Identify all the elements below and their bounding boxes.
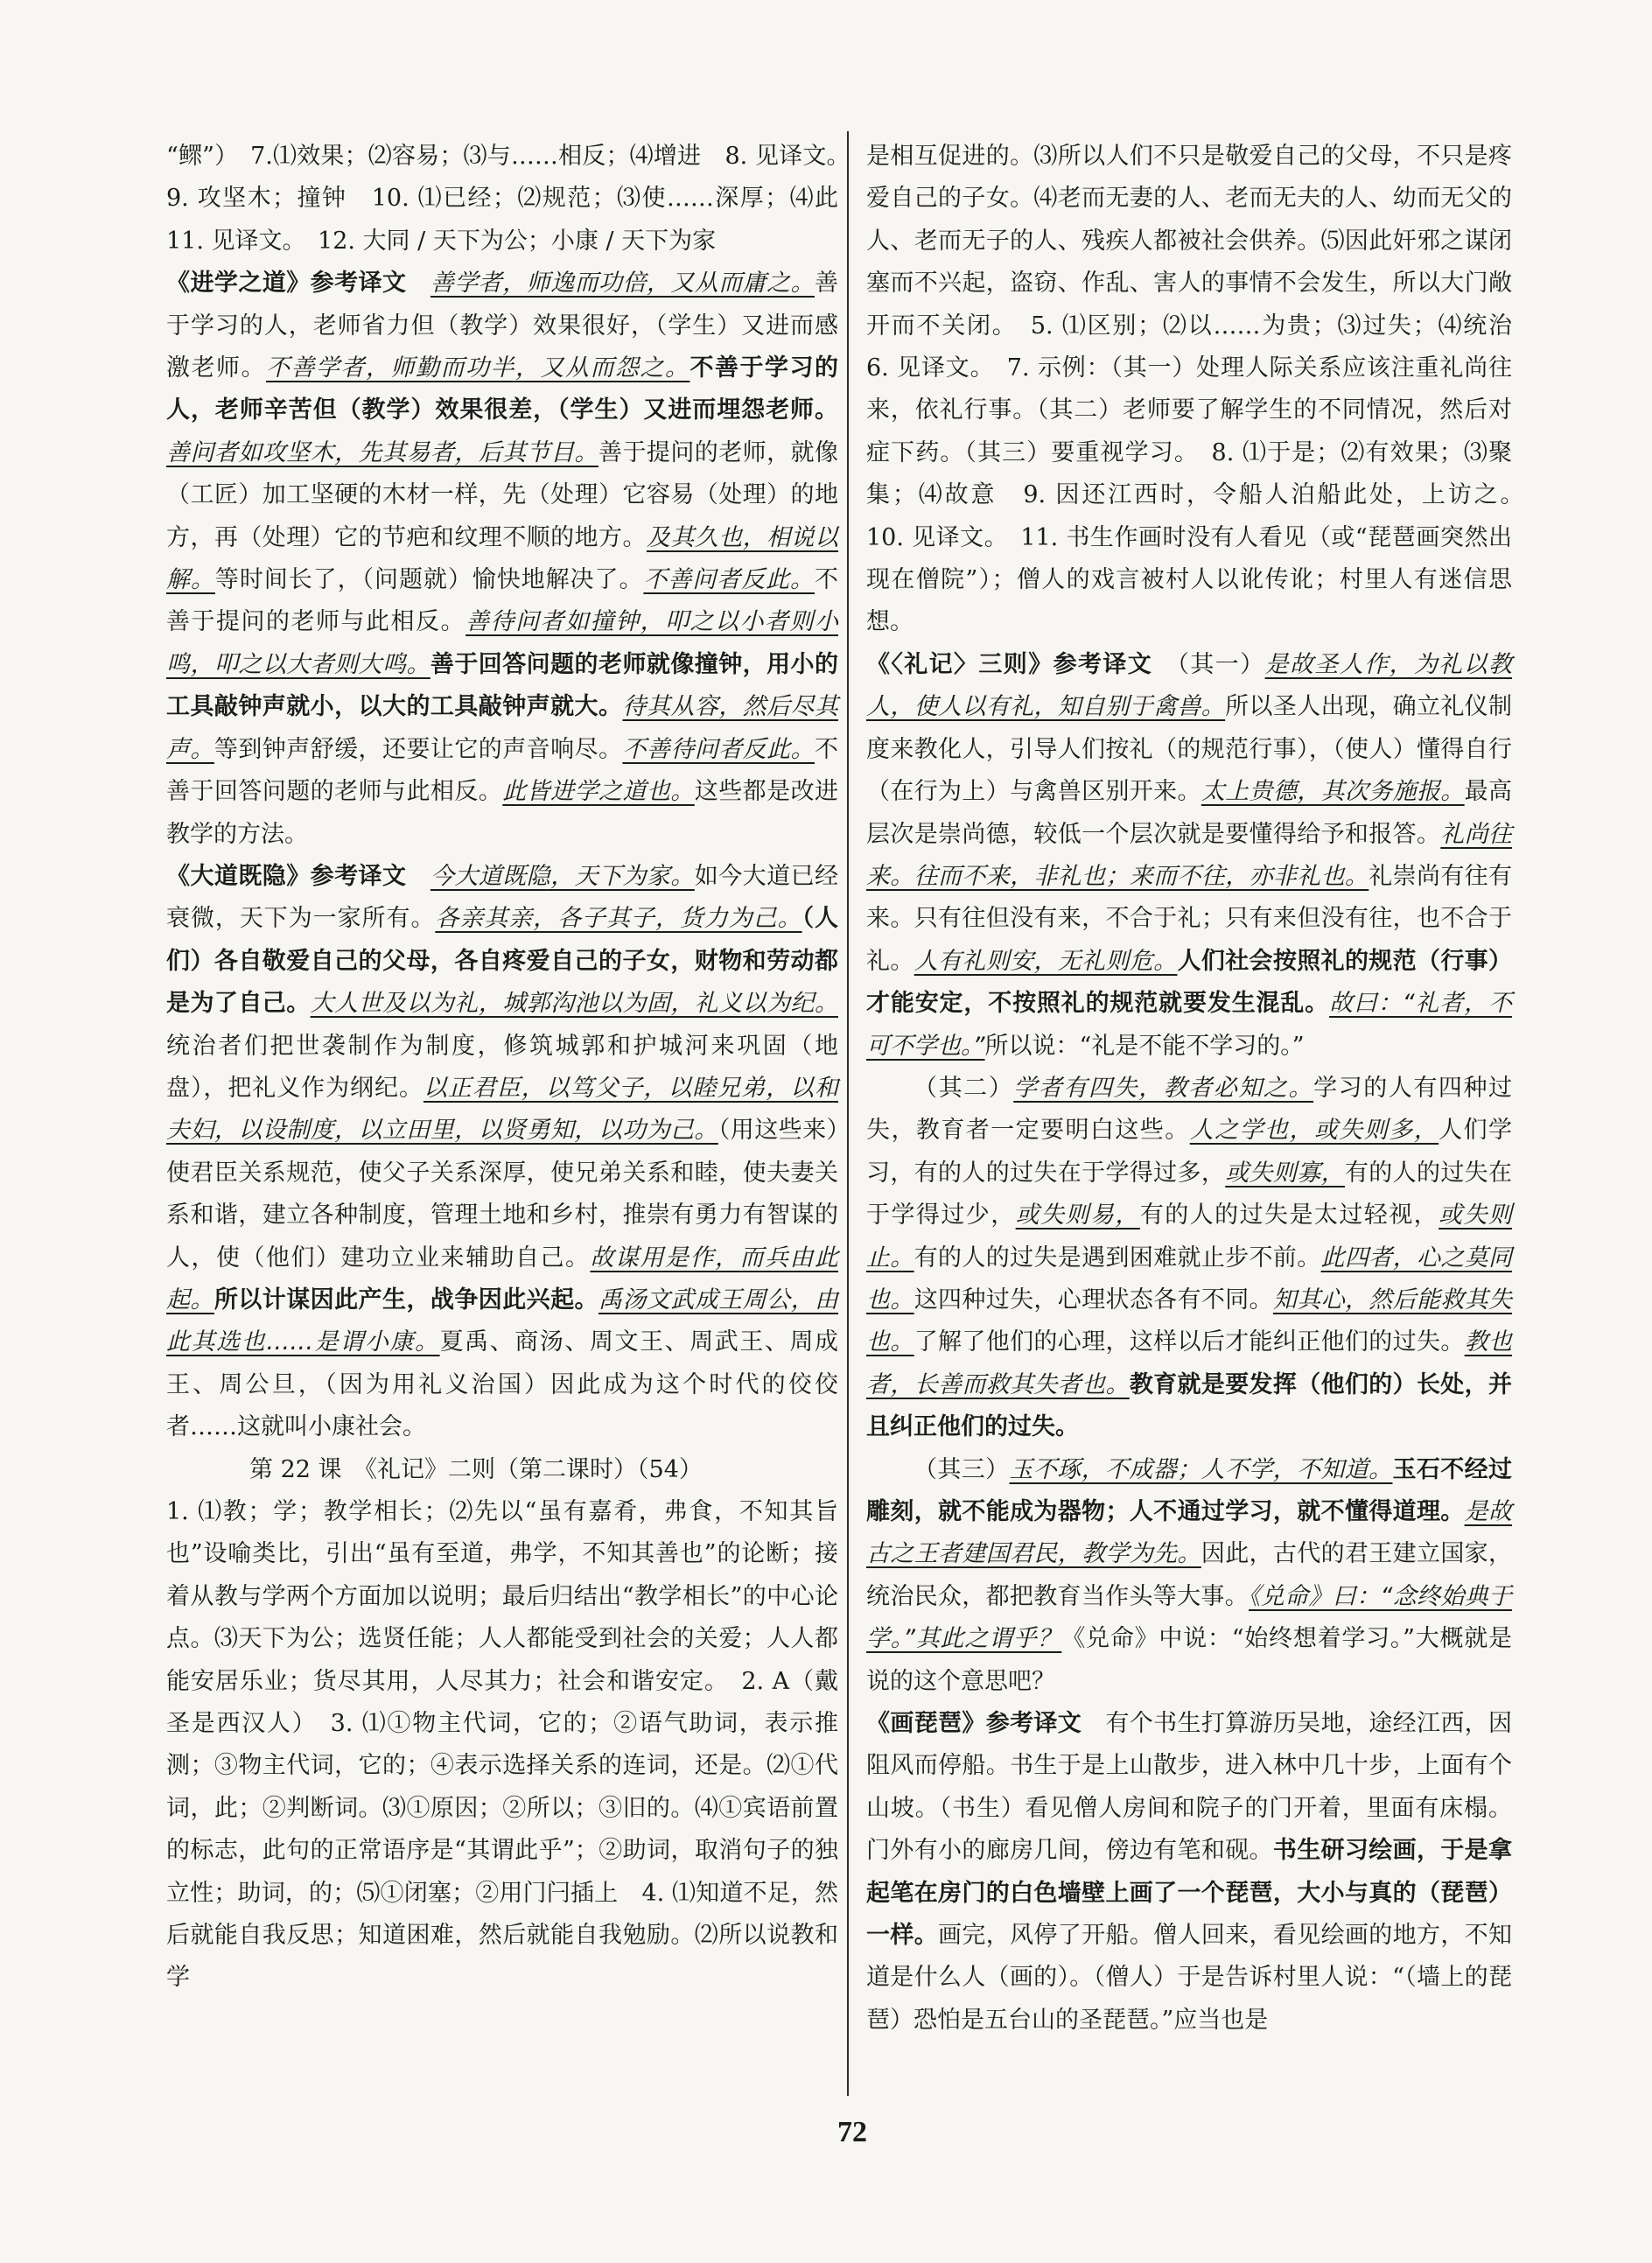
section-heading: 《进学之道》参考译文 xyxy=(166,270,407,298)
translation-liji-3: （其三）玉不琢，不成器；人不学，不知道。玉石不经过雕刻，就不能成为器物；人不通过学习，就不懂得道理。是故古之王者建国君民，教学为先。因此，古代的君王建立国家，统治民众，都把教育当作头等大事。《兑命》曰：“念终始典于学。”其此之谓乎？《兑命》中说：“始终想着学习。”大概就是说的这个意思吧？ xyxy=(866,1455,1513,1695)
page-number: 72 xyxy=(837,2116,867,2148)
right-column xyxy=(866,136,1512,2042)
column-divider xyxy=(847,131,849,2096)
answer-block-lesson22: 1. ⑴教；学；教学相长；⑵先以“虽有嘉肴，弗食，不知其旨也”设喻类比，引出“虽有至道，弗学，不知其善也”的论断；接着从教与学两个方面加以说明；最后归结出“教学相长”的中心论点。⑶天下为公；选贤任能；人人都能受到社会的关爱；人人都能安居乐业；货尽其用，人尽其力；社会和谐安定。 2. A（戴圣是西汉人） 3. ⑴①物主代词，它的；②语气助词，表示推测；③物主代词，它的；④表示选择关系的连词，还是。⑵①代词，此；②判断词。⑶①原因；②所以；③旧的。⑷①宾语前置的标志，此句的正常语序是“其谓此乎”；②助词，取消句子的独立性；助词，的；⑸①闭塞；②用门闩插上 4. ⑴知道不足，然后就能自我反思；知道困难，然后就能自我勉励。⑵所以说教和学 xyxy=(166,1498,839,1992)
section-heading: 《大道既隐》参考译文 xyxy=(166,862,407,890)
section-heading: 《画琵琶》参考译文 xyxy=(866,1710,1082,1738)
section-heading: 《〈礼记〉三则》参考译文 xyxy=(866,650,1153,678)
lesson-title: 第 22 课 《礼记》二则（第二课时）（54） xyxy=(249,1455,703,1483)
left-column xyxy=(166,136,838,2000)
translation-liji-1: 《〈礼记〉三则》参考译文 （其一）是故圣人作，为礼以教人，使人以有礼，知自别于禽兽。所以圣人出现，确立礼仪制度来教化人，引导人们按礼（的规范行事），（使人）懂得自行（在行为上）与禽兽区别开来。太上贵德，其次务施报。最高层次是崇尚德，较低一个层次就是要懂得给予和报答。礼尚往来。往而不来，非礼也；来而不往，亦非礼也。礼崇尚有往有来。只有往但没有来，不合于礼；只有来但没有往，也不合于礼。人有礼则安，无礼则危。人们社会按照礼的规范（行事）才能安定，不按照礼的规范就要发生混乱。故曰：“礼者，不可不学也。”所以说：“礼是不能不学习的。” xyxy=(866,650,1513,1060)
answer-block-top: “鳏”） 7.⑴效果；⑵容易；⑶与……相反；⑷增进 8. 见译文。 9. 攻坚木；撞钟 10. ⑴已经；⑵规范；⑶使……深厚；⑷此 11. 见译文。 12. 大同 / 天下为公；小康 / 天下为家 xyxy=(166,143,839,255)
translation-jinxue: 《进学之道》参考译文 善学者，师逸而功倍，又从而庸之。善于学习的人，老师省力但（教学）效果很好，（学生）又进而感激老师。不善学者，师勤而功半，又从而怨之。不善于学习的人，老师辛苦但（教学）效果很差，（学生）又进而埋怨老师。善问者如攻坚木，先其易者，后其节目。善于提问的老师，就像（工匠）加工坚硬的木材一样，先（处理）它容易（处理）的地方，再（处理）它的节疤和纹理不顺的地方。及其久也，相说以解。等时间长了，（问题就）愉快地解决了。不善问者反此。不善于提问的老师与此相反。善待问者如撞钟，叩之以小者则小鸣，叩之以大者则大鸣。善于回答问题的老师就像撞钟，用小的工具敲钟声就小，以大的工具敲钟声就大。待其从容，然后尽其声。等到钟声舒缓，还要让它的声音响尽。不善待问者反此。不善于回答问题的老师与此相反。此皆进学之道也。这些都是改进教学的方法。 xyxy=(166,270,839,848)
translation-dadao: 《大道既隐》参考译文 今大道既隐，天下为家。如今大道已经衰微，天下为一家所有。各亲其亲，各子其子，货力为己。（人们）各自敬爱自己的父母，各自疼爱自己的子女，财物和劳动都是为了自己。大人世及以为礼，城郭沟池以为固，礼义以为纪。统治者们把世袭制作为制度，修筑城郭和护城河来巩固（地盘），把礼义作为纲纪。以正君臣，以笃父子，以睦兄弟，以和夫妇，以设制度，以立田里，以贤勇知，以功为己。（用这些来）使君臣关系规范，使父子关系深厚，使兄弟关系和睦，使夫妻关系和谐，建立各种制度，管理土地和乡村，推崇有勇力有智谋的人，使（他们）建功立业来辅助自己。故谋用是作，而兵由此起。所以计谋因此产生，战争因此兴起。禹汤文武成王周公，由此其选也……是谓小康。夏禹、商汤、周文王、周武王、周成王、周公旦，（因为用礼义治国）因此成为这个时代的佼佼者……这就叫小康社会。 xyxy=(166,862,839,1441)
translation-liji-2: （其二）学者有四失，教者必知之。学习的人有四种过失，教育者一定要明白这些。人之学也，或失则多，人们学习，有的人的过失在于学得过多，或失则寡，有的人的过失在于学得过少，或失则易，有的人的过失是太过轻视，或失则止。有的人的过失是遇到困难就止步不前。此四者，心之莫同也。这四种过失，心理状态各有不同。知其心，然后能救其失也。了解了他们的心理，这样以后才能纠正他们的过失。教也者，长善而救其失者也。教育就是要发挥（他们的）长处，并且纠正他们的过失。 xyxy=(866,1074,1513,1441)
translation-pipa: 《画琵琶》参考译文 有个书生打算游历吴地，途经江西，因阻风而停船。书生于是上山散步，进入林中几十步，上面有个山坡。（书生）看见僧人房间和院子的门开着，里面有床榻。门外有小的廊房几间，傍边有笔和砚。书生研习绘画，于是拿起笔在房门的白色墙壁上画了一个琵琶，大小与真的（琵琶）一样。画完，风停了开船。僧人回来，看见绘画的地方，不知道是什么人（画的）。（僧人）于是告诉村里人说：“（墙上的琵琶）恐怕是五台山的圣琵琶。”应当也是 xyxy=(866,1710,1513,2034)
answer-block-continued: 是相互促进的。⑶所以人们不只是敬爱自己的父母，不只是疼爱自己的子女。⑷老而无妻的人、老而无夫的人、幼而无父的人、老而无子的人、残疾人都被社会供养。⑸因此奸邪之谋闭塞而不兴起，盗窃、作乱、害人的事情不会发生，所以大门敞开而不关闭。 5. ⑴区别；⑵以……为贵；⑶过失；⑷统治 6. 见译文。 7. 示例：（其一）处理人际关系应该注重礼尚往来，依礼行事。（其二）老师要了解学生的不同情况，然后对症下药。（其三）要重视学习。 8. ⑴于是；⑵有效果；⑶聚集；⑷故意 9. 因还江西时，令船人泊船此处，上访之。 10. 见译文。 11. 书生作画时没有人看见（或“琵琶画突然出现在僧院”）；僧人的戏言被村人以讹传讹；村里人有迷信思想。 xyxy=(866,143,1513,636)
